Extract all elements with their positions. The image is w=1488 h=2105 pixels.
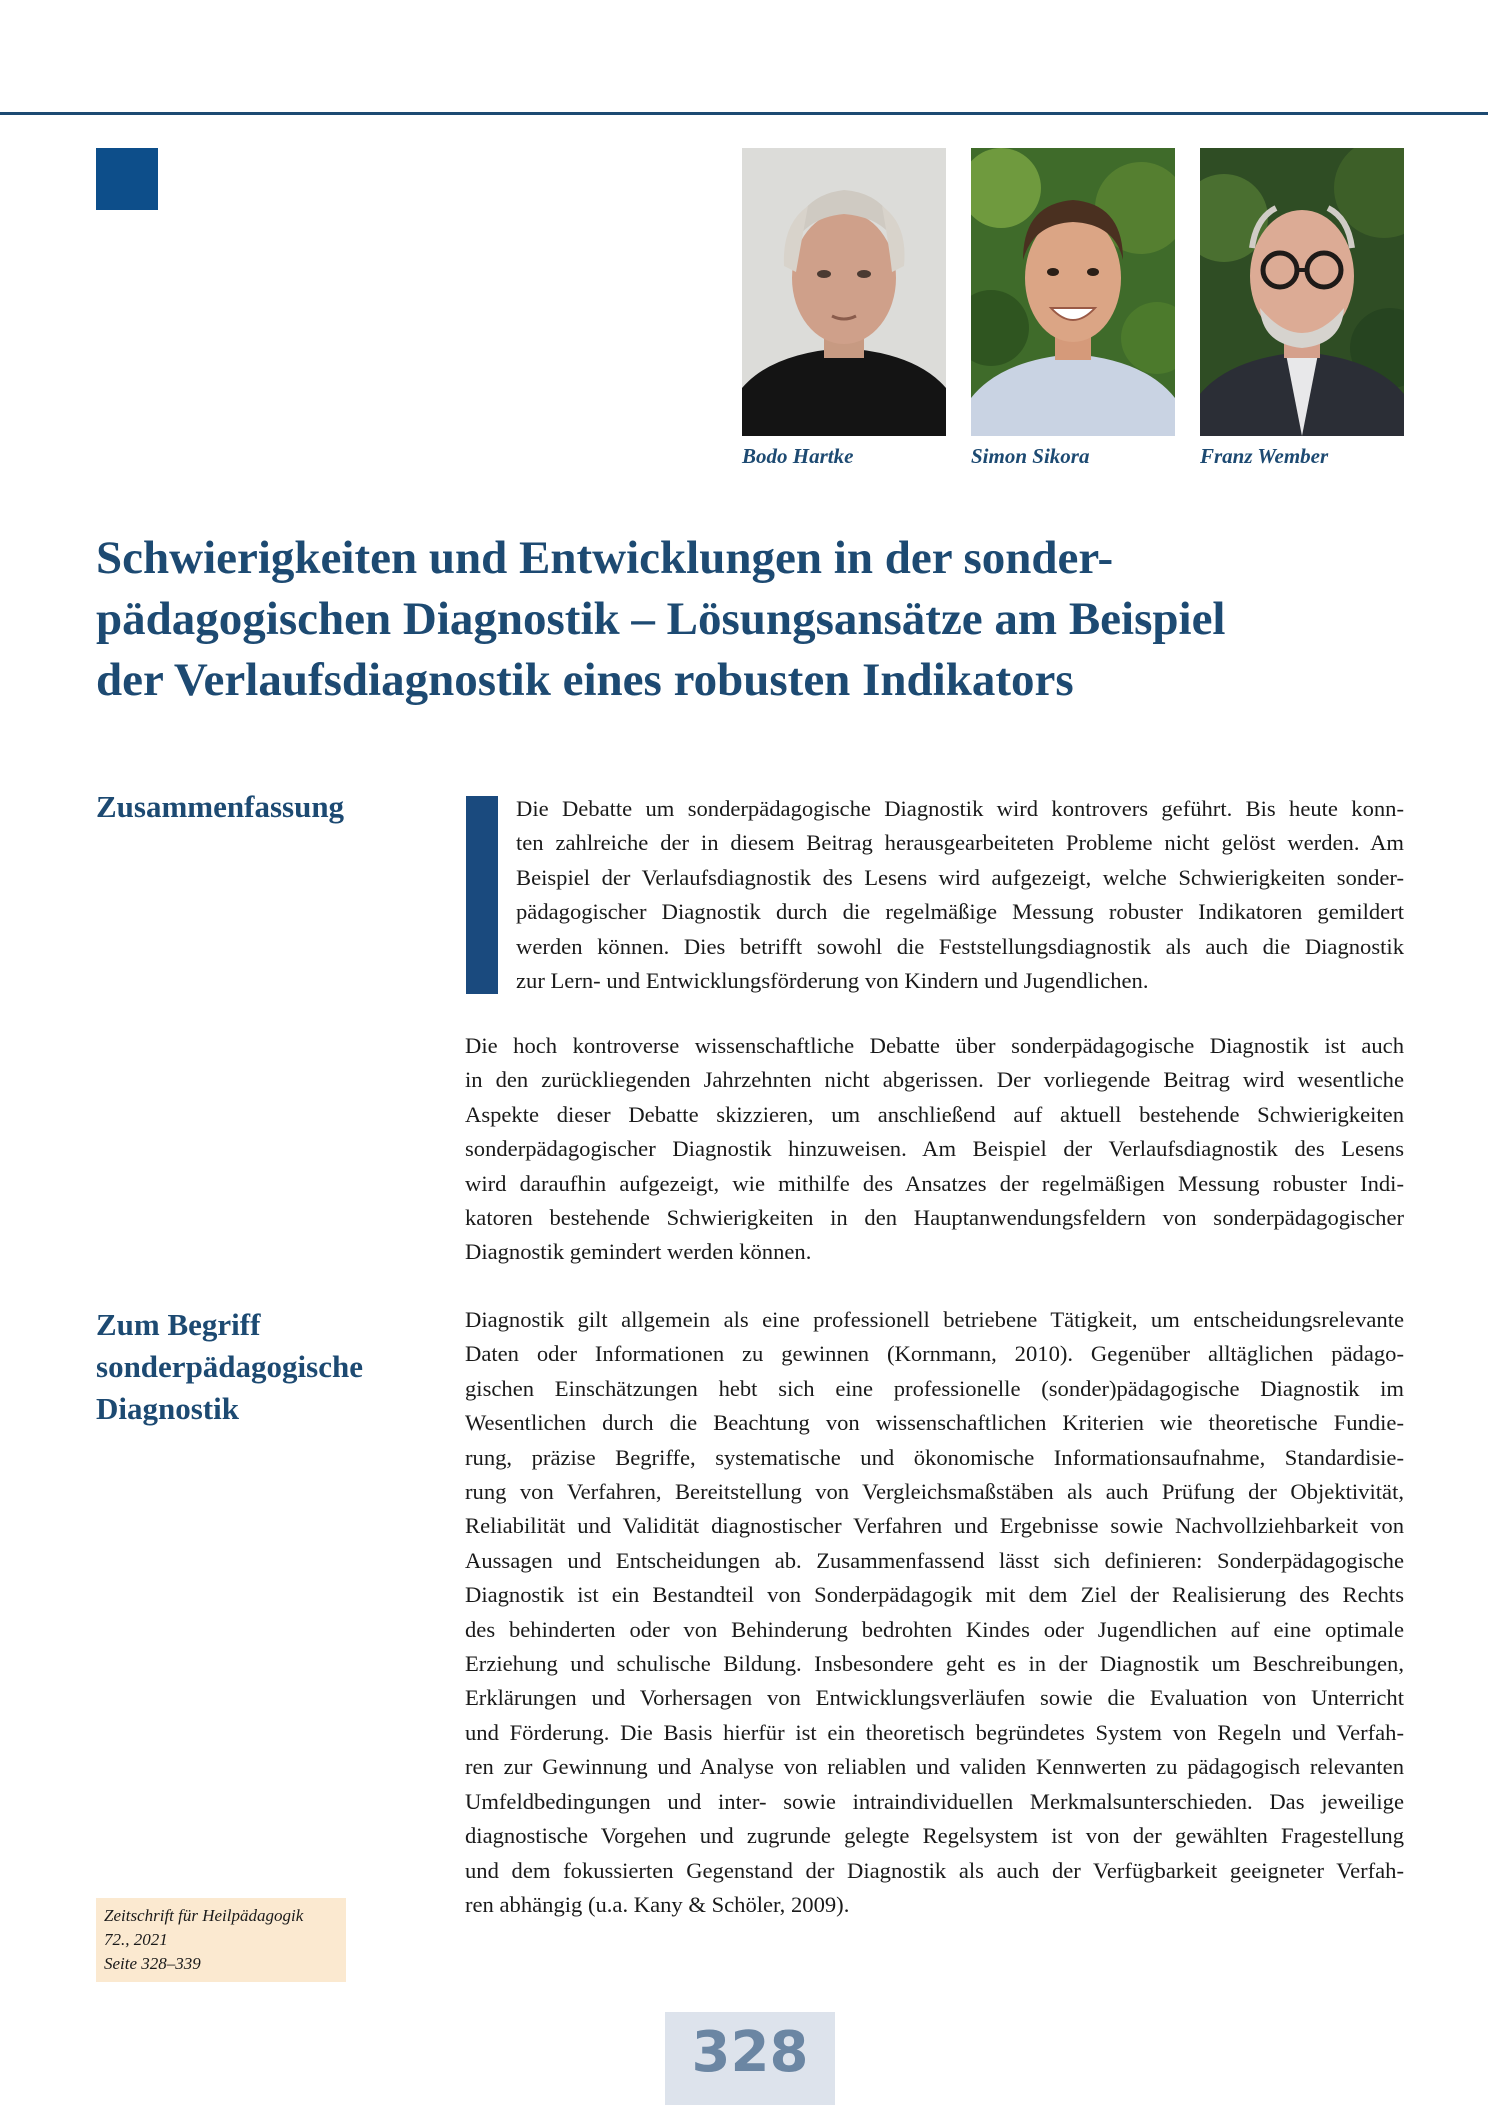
body-line: Reliabilität und Validität diagnostischer Verfahren und Ergebnisse sowie Nachvollziehbarkeit von — [465, 1513, 1404, 1539]
portrait-photo-2 — [971, 148, 1175, 436]
intro-line: in den zurückliegenden Jahrzehnten nicht abgerissen. Der vorliegende Beitrag wird wesentliche — [465, 1067, 1404, 1093]
body-line: und dem fokussierten Gegenstand der Diagnostik als auch der Verfügbarkeit geeigneter Verfah- — [465, 1857, 1404, 1883]
portrait-photo-3 — [1200, 148, 1404, 436]
author-photo-2 — [971, 148, 1175, 436]
abstract-line: zur Lern- und Entwicklungsförderung von Kindern und Jugendlichen. — [516, 968, 1149, 994]
top-rule — [0, 112, 1488, 115]
body-line: Wesentlichen durch die Beachtung von wissenschaftlichen Kriterien wie theoretische Fundie- — [465, 1410, 1404, 1436]
body-line: ren zur Gewinnung und Analyse von reliablen und validen Kennwerten zu pädagogisch relevanten — [465, 1754, 1404, 1780]
citation-volume: 72., 2021 — [104, 1930, 168, 1949]
author-name-3: Franz Wember — [1200, 444, 1329, 468]
body-line: gischen Einschätzungen hebt sich eine professionelle (sonder)pädagogische Diagnostik im — [465, 1375, 1404, 1401]
body-paragraph — [465, 1303, 1404, 1922]
body-line: Daten oder Informationen zu gewinnen (Kornmann, 2010). Gegenüber alltäglichen pädago- — [465, 1341, 1404, 1367]
body-line: Diagnostik ist ein Bestandteil von Sonderpädagogik mit dem Ziel der Realisierung des Rechts — [465, 1582, 1404, 1608]
body-line: des behinderten oder von Behinderung bedrohten Kindes oder Jugendlichen auf eine optimale — [465, 1616, 1404, 1642]
body-line: und Förderung. Die Basis hierfür ist ein theoretisch begründetes System von Regeln und Verfah- — [465, 1719, 1404, 1745]
title-line: Schwierigkeiten und Entwicklungen in der sonder- — [96, 532, 1114, 584]
author-card-1 — [742, 148, 946, 469]
intro-line: katoren bestehende Schwierigkeiten in den Hauptanwendungsfeldern von sonderpädagogischer — [465, 1205, 1404, 1231]
abstract-line: ten zahlreiche der in diesem Beitrag herausgearbeiteten Probleme nicht gelöst werden. Am — [516, 830, 1404, 856]
body-line: diagnostische Vorgehen und zugrunde gelegte Regelsystem ist von der gewählten Fragestellung — [465, 1823, 1404, 1849]
abstract-text — [516, 792, 1404, 998]
intro-line: wird daraufhin aufgezeigt, wie mithilfe des Ansatzes der regelmäßigen Messung robuster Indi- — [465, 1170, 1404, 1196]
abstract-line: Beispiel der Verlaufsdiagnostik des Lesens wird aufgezeigt, welche Schwierigkeiten sonder- — [516, 864, 1404, 890]
portrait-photo-1 — [742, 148, 946, 436]
abstract-line: werden können. Dies betrifft sowohl die Feststellungsdiagnostik als auch die Diagnostik — [516, 933, 1404, 959]
author-card-3 — [1200, 148, 1404, 469]
abstract-line: pädagogischer Diagnostik durch die regelmäßige Messung robuster Indikatoren gemildert — [516, 899, 1404, 925]
concept-heading-line: Diagnostik — [96, 1391, 239, 1426]
concept-heading-line: Zum Begriff — [96, 1307, 261, 1342]
article-title — [96, 528, 1406, 711]
body-line: rung, präzise Begriffe, systematische und ökonomische Informationsaufnahme, Standardisie- — [465, 1444, 1404, 1470]
page-number-box — [665, 2012, 835, 2105]
body-line: ren abhängig (u.a. Kany & Schöler, 2009). — [465, 1891, 850, 1917]
body-line: rung von Verfahren, Bereitstellung von Vergleichsmaßstäben als auch Prüfung der Objektivität, — [465, 1479, 1404, 1505]
body-line: Umfeldbedingungen und inter- sowie intraindividuellen Merkmalsunterschieden. Das jeweilige — [465, 1788, 1404, 1814]
author-photo-3 — [1200, 148, 1404, 436]
title-line: der Verlaufsdiagnostik eines robusten Indikators — [96, 654, 1074, 706]
body-line: Erziehung und schulische Bildung. Insbesondere geht es in der Diagnostik um Beschreibungen, — [465, 1651, 1404, 1677]
intro-line: Aspekte dieser Debatte skizzieren, um anschließend auf aktuell bestehende Schwierigkeiten — [465, 1101, 1404, 1127]
intro-line: sonderpädagogischer Diagnostik hinzuweisen. Am Beispiel der Verlaufsdiagnostik des Lesens — [465, 1136, 1404, 1162]
summary-heading — [96, 786, 416, 828]
abstract-line: Die Debatte um sonderpädagogische Diagnostik wird kontrovers geführt. Bis heute konn- — [516, 796, 1404, 821]
corner-square-decoration — [96, 148, 158, 210]
body-line: Diagnostik gilt allgemein als eine professionell betriebene Tätigkeit, um entscheidungsrelevante — [465, 1307, 1404, 1332]
body-line: Aussagen und Entscheidungen ab. Zusammenfassend lässt sich definieren: Sonderpädagogische — [465, 1547, 1404, 1573]
journal-citation-box — [96, 1898, 346, 1982]
citation-journal: Zeitschrift für Heilpädagogik — [104, 1906, 304, 1925]
page-number: 328 — [691, 2020, 809, 2085]
abstract-accent-bar — [466, 796, 498, 994]
author-photo-1 — [742, 148, 946, 436]
author-name-1: Bodo Hartke — [742, 444, 854, 468]
intro-paragraph — [465, 1029, 1404, 1270]
concept-heading — [96, 1304, 416, 1430]
author-name-2: Simon Sikora — [971, 444, 1090, 468]
concept-heading-line: sonderpädagogische — [96, 1349, 363, 1384]
author-card-2 — [971, 148, 1175, 469]
intro-line: Die hoch kontroverse wissenschaftliche Debatte über sonderpädagogische Diagnostik ist auch — [465, 1033, 1404, 1058]
summary-heading-text: Zusammenfassung — [96, 789, 345, 824]
title-line: pädagogischen Diagnostik – Lösungsansätze am Beispiel — [96, 593, 1226, 645]
intro-line: Diagnostik gemindert werden können. — [465, 1239, 812, 1265]
citation-pages: Seite 328–339 — [104, 1954, 201, 1973]
body-line: Erklärungen und Vorhersagen von Entwicklungsverläufen sowie die Evaluation von Unterricht — [465, 1685, 1404, 1711]
